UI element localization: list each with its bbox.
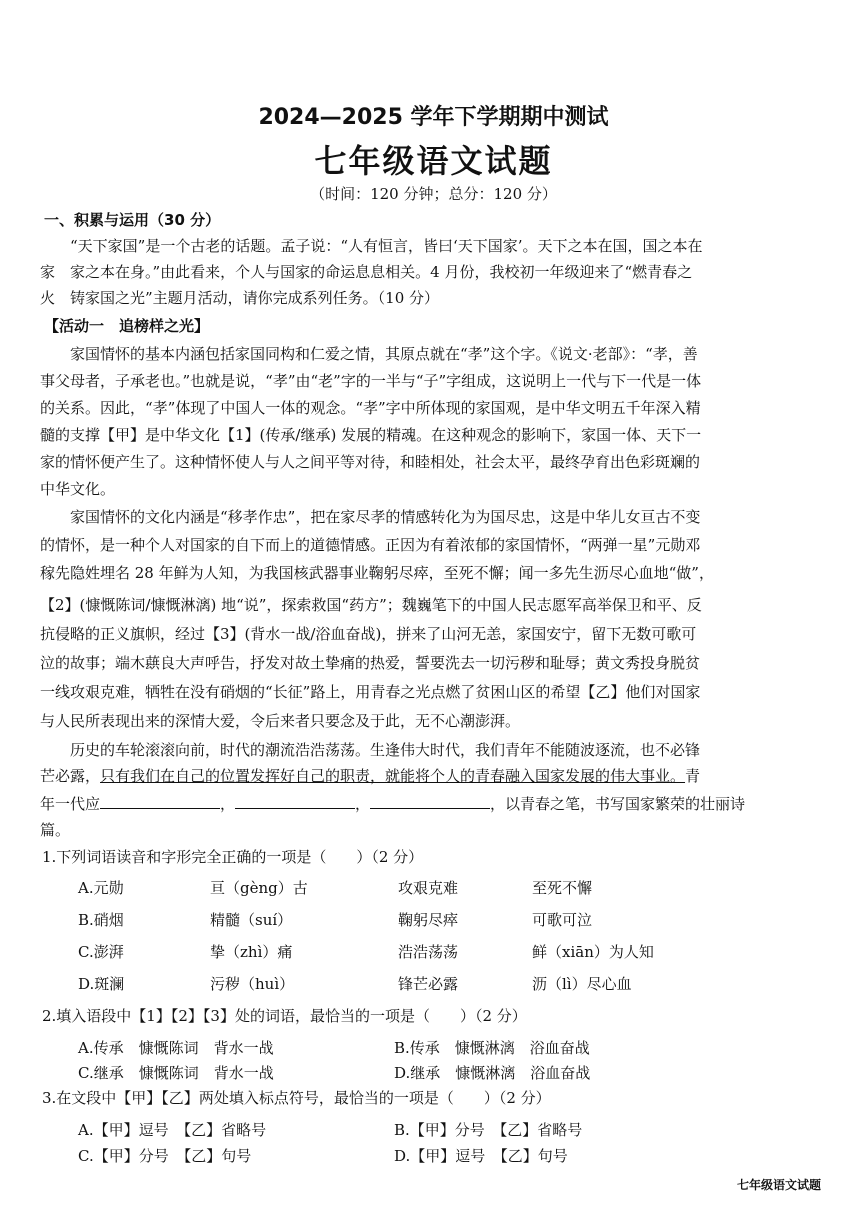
paragraph-line: 抗侵略的正义旗帜，经过【3】(背水一战/浴血奋战)，拼来了山河无恙，家国安宁，留下无数可歌可: [40, 625, 697, 643]
q2-option-b[interactable]: B.传承 慷慨淋漓 浴血奋战: [394, 1039, 590, 1057]
answer-blank[interactable]: [370, 794, 490, 809]
q3-option-d[interactable]: D.【甲】逗号 【乙】句号: [394, 1147, 568, 1165]
q3-option-a[interactable]: A.【甲】逗号 【乙】省略号: [78, 1121, 267, 1139]
q1-word: 污秽（huì）: [210, 975, 295, 993]
paragraph-line: 家国情怀的文化内涵是“移孝作忠”，把在家尽孝的情感转化为为国尽忠，这是中华儿女亘古不变: [70, 508, 701, 526]
plain-text: 芒必露，: [40, 767, 101, 785]
q1-option[interactable]: A.元勋: [78, 879, 124, 897]
section-heading: 一、积累与运用（30 分）: [44, 211, 221, 229]
q1-word: 鞠躬尽瘁: [398, 911, 459, 929]
fill-in-line: [40, 794, 830, 814]
paragraph-line: 家的情怀便产生了。这种情怀使人与人之间平等对待，和睦相处，社会太平，最终孕育出色彩斑斓的: [40, 453, 701, 471]
q2-option-d[interactable]: D.继承 慷慨淋漓 浴血奋战: [394, 1064, 591, 1082]
paragraph-line: 【2】(慷慨陈词/慷慨淋漓) 地“说”，探索救国“药方”；魏巍笔下的中国人民志愿军高举保卫和平、反: [40, 596, 702, 614]
q3-option-b[interactable]: B.【甲】分号 【乙】省略号: [394, 1121, 583, 1139]
intro-line: 家 家之本在身。”由此看来，个人与国家的命运息息相关。4 月份，我校初一年级迎来了“燃青春之: [40, 263, 693, 281]
q1-word: 鲜（xiān）为人知: [532, 943, 654, 961]
q2-option-c[interactable]: C.继承 慷慨陈词 背水一战: [78, 1064, 274, 1082]
paragraph-line: 的情怀，是一种个人对国家的自下而上的道德情感。正因为有着浓郁的家国情怀，“两弹一星”元勋邓: [40, 536, 701, 554]
paragraph-line: 与人民所表现出来的深情大爱，令后来者只要念及于此，无不心潮澎湃。: [40, 712, 521, 730]
intro-line: 火 铸家国之光”主题月活动，请你完成系列任务。（10 分）: [40, 289, 440, 307]
q3-option-c[interactable]: C.【甲】分号 【乙】句号: [78, 1147, 252, 1165]
plain-text: ，以青春之笔，书写国家繁荣的壮丽诗: [490, 795, 746, 813]
q1-word: 攻艰克难: [398, 879, 459, 897]
answer-blank[interactable]: [235, 794, 355, 809]
q1-word: 亘（gèng）古: [210, 879, 308, 897]
plain-text: 年一代应: [40, 795, 101, 813]
q1-word: 沥（lì）尽心血: [532, 975, 632, 993]
exam-time-score: （时间：120 分钟；总分：120 分）: [310, 185, 557, 203]
answer-blank[interactable]: [100, 794, 220, 809]
question-1-stem: 1.下列词语读音和字形完全正确的一项是（ ）（2 分）: [42, 848, 424, 866]
question-3-stem: 3.在文段中【甲】【乙】两处填入标点符号，最恰当的一项是（ ）（2 分）: [42, 1089, 551, 1107]
page-footer: 七年级语文试题: [736, 1178, 821, 1192]
intro-line: “天下家国”是一个古老的话题。孟子说：“人有恒言，皆曰‘天下国家’。天下之本在国，国之本在: [70, 237, 703, 255]
paragraph-line: 一线攻艰克难，牺牲在没有硝烟的“长征”路上，用青春之光点燃了贫困山区的希望【乙】他们对国家: [40, 683, 701, 701]
q1-word: 挚（zhì）痛: [210, 943, 293, 961]
plain-text: 青: [685, 767, 701, 785]
q1-word: 浩浩荡荡: [398, 943, 459, 961]
exam-term-title: 2024—2025 学年下学期期中测试: [258, 105, 609, 130]
paragraph-line: 事父母者，子承老也。”也就是说，“孝”由“老”字的一半与“子”字组成，这说明上一代与下一代是一体: [40, 372, 702, 390]
comma: ，: [355, 795, 371, 813]
q1-option[interactable]: D.斑澜: [78, 975, 125, 993]
comma: ，: [220, 795, 236, 813]
q1-word: 精髓（suí）: [210, 911, 293, 929]
paragraph-line: 篇。: [40, 821, 71, 839]
underlined-sentence: 只有我们在自己的位置发挥好自己的职责，就能将个人的青春融入国家发展的伟大事业。: [100, 767, 686, 785]
paragraph-line: 的关系。因此，“孝”体现了中国人一体的观念。“孝”字中所体现的家国观，是中华文明五千年深入精: [40, 399, 701, 417]
q1-option[interactable]: B.硝烟: [78, 911, 124, 929]
q1-word: 锋芒必露: [398, 975, 459, 993]
paragraph-line: 历史的车轮滚滚向前，时代的潮流浩浩荡荡。生逢伟大时代，我们青年不能随波逐流，也不必锋: [70, 741, 701, 759]
q1-option[interactable]: C.澎湃: [78, 943, 124, 961]
paragraph-line: 髓的支撑【甲】是中华文化【1】(传承/继承) 发展的精魂。在这种观念的影响下，家国一体、天下一: [40, 426, 702, 444]
q1-word: 可歌可泣: [532, 911, 593, 929]
activity-heading: 【活动一 追榜样之光】: [44, 317, 210, 335]
q1-word: 至死不懈: [532, 879, 593, 897]
paragraph-line: 中华文化。: [40, 480, 116, 498]
paragraph-line: 稼先隐姓埋名 28 年鲜为人知，为我国核武器事业鞠躬尽瘁，至死不懈；闻一多先生沥尽心血地“做”，: [40, 564, 714, 582]
paragraph-line: 家国情怀的基本内涵包括家国同构和仁爱之情，其原点就在“孝”这个字。《说文·老部》：“孝，善: [70, 345, 698, 363]
paragraph-line: 泣的故事；端木蕻良大声呼告，抒发对故土挚痛的热爱，誓要洗去一切污秽和耻辱；黄文秀投身脱贫: [40, 654, 701, 672]
exam-subject-title: 七年级语文试题: [314, 142, 553, 180]
q2-option-a[interactable]: A.传承 慷慨陈词 背水一战: [78, 1039, 274, 1057]
question-2-stem: 2.填入语段中【1】【2】【3】处的词语，最恰当的一项是（ ）（2 分）: [42, 1007, 527, 1025]
paragraph-line: [40, 766, 830, 786]
